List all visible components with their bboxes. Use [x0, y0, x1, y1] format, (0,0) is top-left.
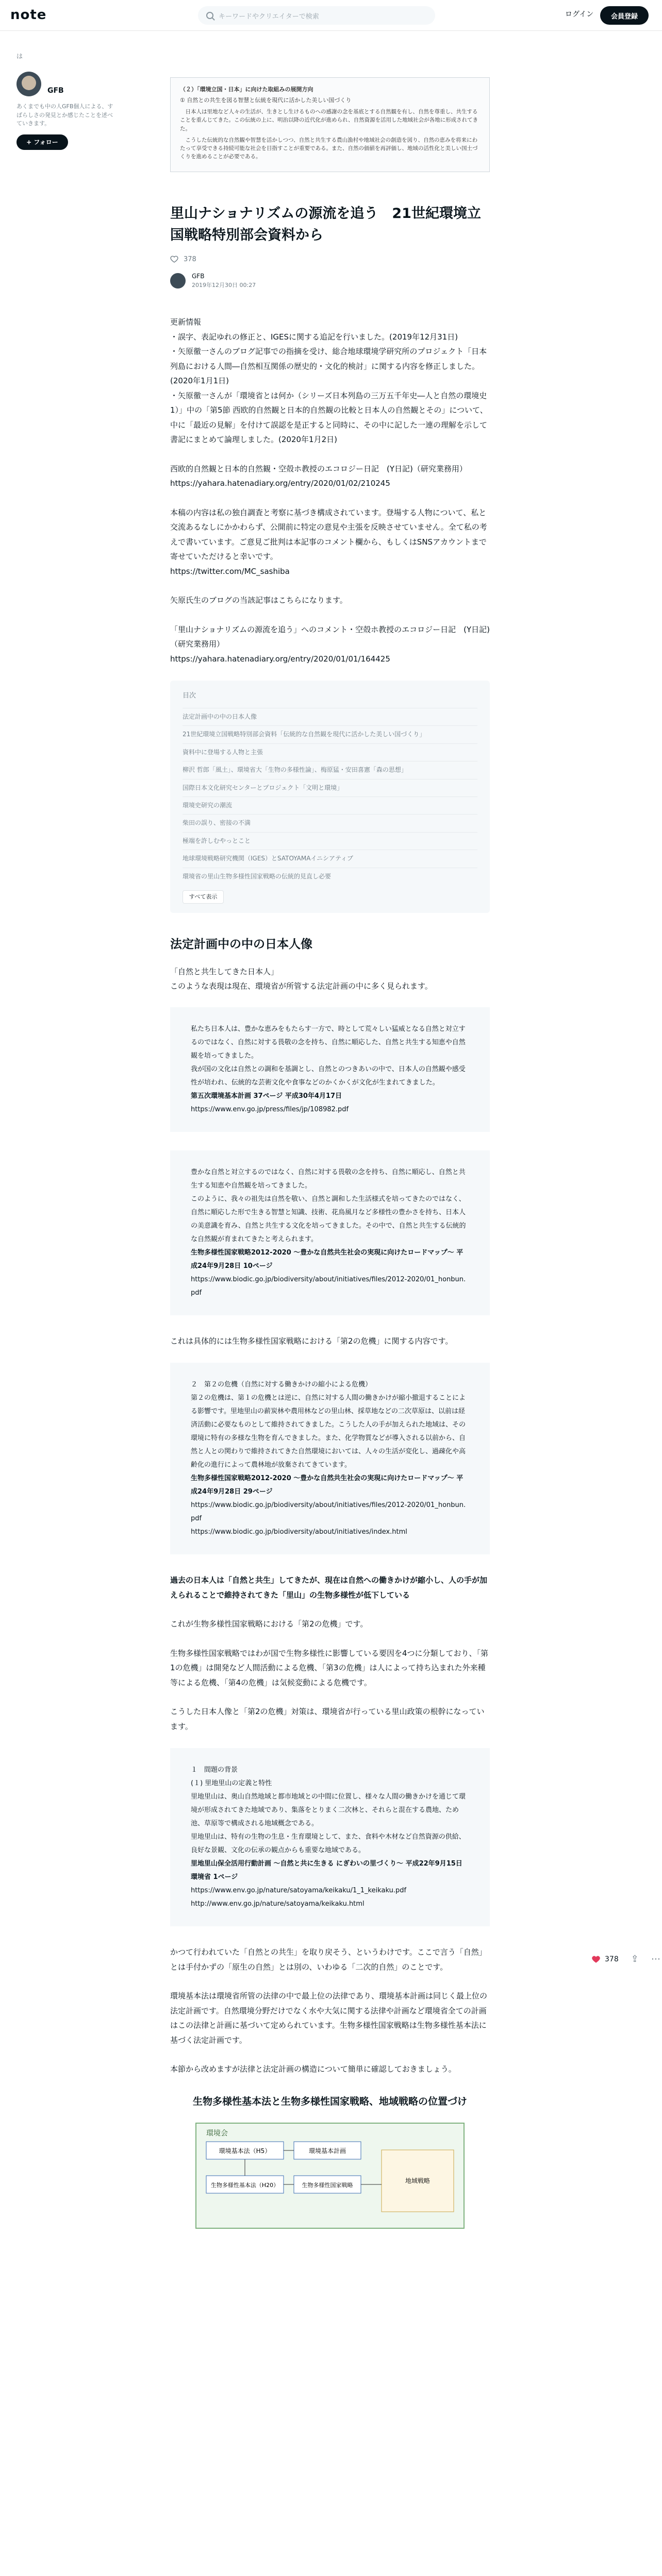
- paragraph: これは具体的には生物多様性国家戦略における「第2の危機」に関する内容です。: [170, 1336, 453, 1346]
- quote-link[interactable]: http://www.env.go.jp/nature/satoyama/keikaku.html: [191, 1900, 365, 1908]
- article-body: [170, 315, 490, 2237]
- quote-line: 里地里山は、特有の生物の生息・生育環境として、また、食料や木材など自然資源の供給、良好な景観、文化の伝承の観点からも重要な地域である。: [191, 1833, 466, 1855]
- article-title: 里山ナショナリズムの源流を追う 21世紀環境立国戦略特別部会資料から: [170, 205, 481, 243]
- reference-link[interactable]: https://yahara.hatenadiary.org/entry/2020/01/02/210245: [170, 479, 390, 488]
- quote-source: 生物多様性国家戦略2012-2020 ～豊かな自然共生社会の実現に向けたロードマップ～ 平成24年9月28日 29ページ: [191, 1475, 464, 1496]
- search-placeholder: キーワードやクリエイターで検索: [219, 12, 319, 21]
- blog-note: 矢原氏生のブログの当該記事はこちらになります。: [170, 596, 347, 605]
- share-icon[interactable]: ⇪: [631, 1954, 639, 1964]
- bio-law-text: 生物多様性基本法（H20）: [210, 2181, 279, 2189]
- site-header: [0, 0, 662, 31]
- toc-item[interactable]: 法定計画中の中の日本人像: [183, 708, 477, 725]
- quote-line: 私たち日本人は、豊かな恵みをもたらす一方で、時として荒々しい猛威となる自然と対立するのではなく、自然に対する畏敬の念を持ち、自然に順応した、自然と共生する知恵や自然観を培ってきました。: [191, 1025, 466, 1060]
- update-line: ・矢原徹一さんが「環境省とは何か（シリーズ日本列島の三万五千年史―人と自然の環境史 1）」中の「第5節 西欧的自然観と日本的自然観の比較と日本人の自然観とその」について、中に「最近の見解」を付けて誤認を是正すると同時に、その中に記した一連の理解を示して書記にまとめて論理しました。(2020年1月2日): [170, 391, 488, 445]
- quote-link[interactable]: https://www.biodic.go.jp/biodiversity/about/initiatives/files/2012-2020/01_honbun.pdf: [191, 1501, 466, 1523]
- quote-line: (１) 里地里山の定義と特性: [191, 1780, 272, 1788]
- quote-link[interactable]: https://www.biodic.go.jp/biodiversity/about/initiatives/files/2012-2020/01_honbun.pdf: [191, 1275, 466, 1297]
- header-image: [170, 77, 490, 172]
- diagram-title: 生物多様性基本法と生物多様性国家戦略、地域戦略の位置づけ: [192, 2095, 467, 2107]
- heart-icon[interactable]: [170, 255, 178, 263]
- paragraph: こうした日本人像と「第2の危機」対策は、環境省が行っている里山政策の根幹になっています。: [170, 1707, 485, 1731]
- floating-actions: [591, 1954, 660, 1964]
- env-plan-text: 環境基本計画: [308, 2147, 346, 2155]
- image-subheading: ① 自然との共生を図る智慧と伝統を現代に活かした美しい国づくり: [180, 97, 352, 104]
- blockquote: [170, 1363, 490, 1554]
- twitter-link[interactable]: https://twitter.com/MC_sashiba: [170, 566, 290, 576]
- follow-button[interactable]: + フォロー: [16, 134, 68, 150]
- like-row: [170, 255, 490, 263]
- update-line: ・矢原徹一さんのブログ記事での指摘を受け、総合地球環境学研究所のプロジェクト「日本列島における人間―自然相互関係の歴史的・文化的検討」に関する内容を修正しました。(2020年1月1日): [170, 347, 487, 386]
- paragraph: 生物多様性国家戦略ではわが国で生物多様性に影響している要因を4つに分類しており、「第1の危機」は開発など人間活動による危機、「第3の危機」は人によって持ち込まれた外来種等による危機、「第4の危機」は気候変動による危機です。: [170, 1648, 489, 1687]
- avatar[interactable]: [170, 273, 186, 289]
- reference-link[interactable]: https://yahara.hatenadiary.org/entry/2020/01/01/164425: [170, 654, 390, 664]
- section-heading: 法定計画中の中の日本人像: [170, 937, 312, 951]
- section-sub: 「自然と共生してきた日本人」: [170, 967, 279, 976]
- toc-item[interactable]: 資料中に登場する人物と主張: [183, 743, 477, 761]
- magazine-label: は: [16, 53, 23, 60]
- like-count: 378: [184, 255, 196, 263]
- table-of-contents: [170, 681, 490, 913]
- quote-source: 第五次環境基本計画 37ページ 平成30年4月17日: [191, 1092, 342, 1100]
- creator-sidebar: [16, 52, 114, 150]
- quote-line: 第２の危機は、第１の危機とは逆に、自然に対する人間の働きかけが縮小撤退することによる影響です。里地里山の薪炭林や農用林などの里山林、採草地などの二次草原は、以前は経済活動に必要なものとして維持されてきました。こうした人の手が加えられた地域は、その環境に特有の多様な生物を育んできました。また、化学物質などが導入される以前から、自然と人との関わりで維持されてきた自然環境においては、人々の生活が変化し、過疎化や高齢化の進行によって農林地が放棄されてきています。: [191, 1394, 466, 1469]
- blockquote: [170, 1007, 490, 1132]
- quote-line: 里地里山は、奥山自然地域と都市地域との中間に位置し、様々な人間の働きかけを通じて環境が形成されてきた地域であり、集落をとりまく二次林と、それらと混在する農地、ため池、草原等で構成される地域概念である。: [191, 1793, 466, 1828]
- note-logo[interactable]: note: [10, 7, 47, 23]
- toc-item[interactable]: 柳沢 哲郎「風土」、環境省大「生物の多様性論」、梅原猛・安田喜憲「森の思想」: [183, 761, 477, 778]
- env-law-text: 環境基本法（H5）: [219, 2147, 271, 2155]
- toc-item[interactable]: 国際日本文化研究センターとプロジェクト「文明と環境」: [183, 779, 477, 796]
- image-heading: （２）「環境立国・日本」に向けた取組みの展開方向: [180, 86, 313, 93]
- quote-link[interactable]: https://www.env.go.jp/press/files/jp/108982.pdf: [191, 1105, 349, 1113]
- local-text: 地域戦略: [405, 2177, 431, 2184]
- floating-like-count: 378: [605, 1955, 619, 1963]
- search-input[interactable]: [198, 6, 435, 25]
- bold-statement: 過去の日本人は「自然と共生」してきたが、現在は自然への働きかけが縮小し、人の手が加えられることで維持されてきた「里山」の生物多様性が低下している: [170, 1575, 488, 1600]
- login-link[interactable]: ログイン: [565, 10, 594, 19]
- reference-title: 「里山ナショナリズムの源流を追う」へのコメント・空殻ホ教授のエコロジー日記 (Y日記)（研究業務用）: [170, 624, 490, 649]
- toc-item[interactable]: 地球環境戦略研究機関（IGES）とSATOYAMAイニシアティブ: [183, 850, 477, 867]
- update-label: 更新情報: [170, 317, 202, 327]
- blockquote: [170, 1150, 490, 1315]
- diagram-env-label: 環境会: [206, 2129, 228, 2138]
- toc-show-all-button[interactable]: すべて表示: [183, 890, 224, 904]
- update-line: ・誤字、表記ゆれの修正と、IGESに関する追記を行いました。(2019年12月31日): [170, 332, 458, 342]
- toc-item[interactable]: 環境省の里山生物多様性国家戦略の伝統的見直し必要: [183, 868, 477, 885]
- publish-date: 2019年12月30日 00:27: [192, 282, 256, 289]
- toc-item[interactable]: 環境史研究の潮流: [183, 796, 477, 814]
- reference-title: 西欧的自然観と日本的自然観・空殻ホ教授のエコロジー日記 (Y日記)（研究業務用）: [170, 464, 467, 473]
- quote-line: 我が国の文化は自然との調和を基調とし、自然とのつきあいの中で、日本人の自然観や感受性が培われ、伝統的な芸術文化や食事などのかくかくが文化が生まれてきました。: [191, 1065, 466, 1087]
- creator-name[interactable]: GFB: [47, 87, 64, 95]
- quote-line: 豊かな自然と対立するのではなく、自然に対する畏敬の念を持ち、自然に順応し、自然と共生する知恵や自然観を培ってきました。: [191, 1168, 466, 1190]
- quote-line: １ 間題の背景: [191, 1766, 238, 1774]
- quote-source: 里地里山保全活用行動計画 ～自然と共に生きる にぎわいの里づくり～ 平成22年9月15日 環境省 1ページ: [191, 1860, 462, 1882]
- author-row: [170, 273, 490, 289]
- toc-item[interactable]: 極端を許しむやっとこと: [183, 832, 477, 850]
- search-icon: [206, 12, 213, 19]
- toc-item[interactable]: 21世紀環境立国戦略特別部会資料「伝統的な自然観を現代に活かした美しい国づくり」: [183, 725, 477, 743]
- blockquote: [170, 1748, 490, 1926]
- paragraph: かつて行われていた「自然との共生」を取り戻そう、というわけです。ここで言う「自然」とは手付かずの「原生の自然」とは別の、いわゆる「二次的自然」のことです。: [170, 1947, 487, 1972]
- more-icon[interactable]: ⋯: [651, 1954, 660, 1964]
- toc-heading: 目次: [183, 692, 196, 700]
- bio-strategy-text: 生物多様性国家戦略: [302, 2181, 353, 2189]
- quote-source: 生物多様性国家戦略2012-2020 ～豊かな自然共生社会の実現に向けたロードマップ～ 平成24年9月28日 10ページ: [191, 1248, 464, 1270]
- quote-link[interactable]: https://www.env.go.jp/nature/satoyama/keikaku/1_1_keikaku.pdf: [191, 1887, 407, 1895]
- image-paragraph: こうした伝統的な自然観や智慧を活かしつつ、自然と共生する農山漁村や地域社会の創造を図り、自然の恵みを将来にわたって享受できる持続可能な社会を目指すことが重要である。また、自然の価値を再評価し、地域の活性化と美しい国土づくりを進めることが必要である。: [180, 137, 478, 160]
- quote-line: ２ 第２の危機（自然に対する働きかけの縮小による危機）: [191, 1381, 372, 1389]
- signup-button[interactable]: 会員登録: [600, 6, 649, 25]
- law-structure-diagram: [175, 2119, 485, 2232]
- section-lead: このような表現は現在、環境省が所管する法定計画の中に多く見られます。: [170, 981, 433, 991]
- article-main: [170, 77, 490, 2237]
- paragraph: これが生物多様性国家戦略における「第2の危機」です。: [170, 1619, 368, 1629]
- heart-icon[interactable]: [591, 1955, 601, 1964]
- quote-line: このように、我々の祖先は自然を敬い、自然と調和した生活様式を培ってきたのではなく、自然に順応した形で生きる智慧と知識、技術、花鳥風月など多様性の豊かさを持ち、日本人の美意識を育み、自然と共生する文化を培ってきました。その中で、自然と共生する伝統的な自然観が育まれてきたと考えられます。: [191, 1195, 466, 1243]
- diagram-image: [170, 2092, 490, 2238]
- intro-text: 本稿の内容は私の独自調査と考察に基づき構成されています。登場する人物について、私と交流あるなしにかかわらず、公開前に特定の意見や主張を反映させていません。全て私の考えで書いています。ご意見ご批判は本記事のコメント欄から、もしくはSNSアカウントまで寄せていただけると幸いです。: [170, 507, 487, 562]
- image-paragraph: 日本人は里地など人々の生活が、生きとし生けるものへの感謝の念を基底とする自然観を有し、自然を尊重し、共生することを重んじてきた。この伝統の上に、明治以降の近代化が進められ、自然資源を活用した地域社会が各地に形成されてきた。: [180, 109, 478, 132]
- avatar[interactable]: [16, 72, 41, 96]
- paragraph: 本節から改めますが法律と法定計画の構造について簡単に確認しておきましょう。: [170, 2064, 456, 2074]
- author-name[interactable]: GFB: [192, 273, 205, 280]
- quote-link[interactable]: https://www.biodic.go.jp/biodiversity/about/initiatives/index.html: [191, 1528, 407, 1536]
- creator-description: あくまでも中の人GFB個人による、すばらしさの発見とか感じたことを述べていきます。: [16, 103, 113, 127]
- paragraph: 環境基本法は環境省所管の法律の中で最上位の法律であり、環境基本計画は同じく最上位の法定計画です。自然環境分野だけでなく水や大気に関する法律や計画など環境省全ての計画はこの法律と計画に基づいて定められています。生物多様性国家戦略は生物多様性基本法に基づく法定計画です。: [170, 1991, 488, 2045]
- toc-item[interactable]: 柴田の誤り、密接の不満: [183, 814, 477, 832]
